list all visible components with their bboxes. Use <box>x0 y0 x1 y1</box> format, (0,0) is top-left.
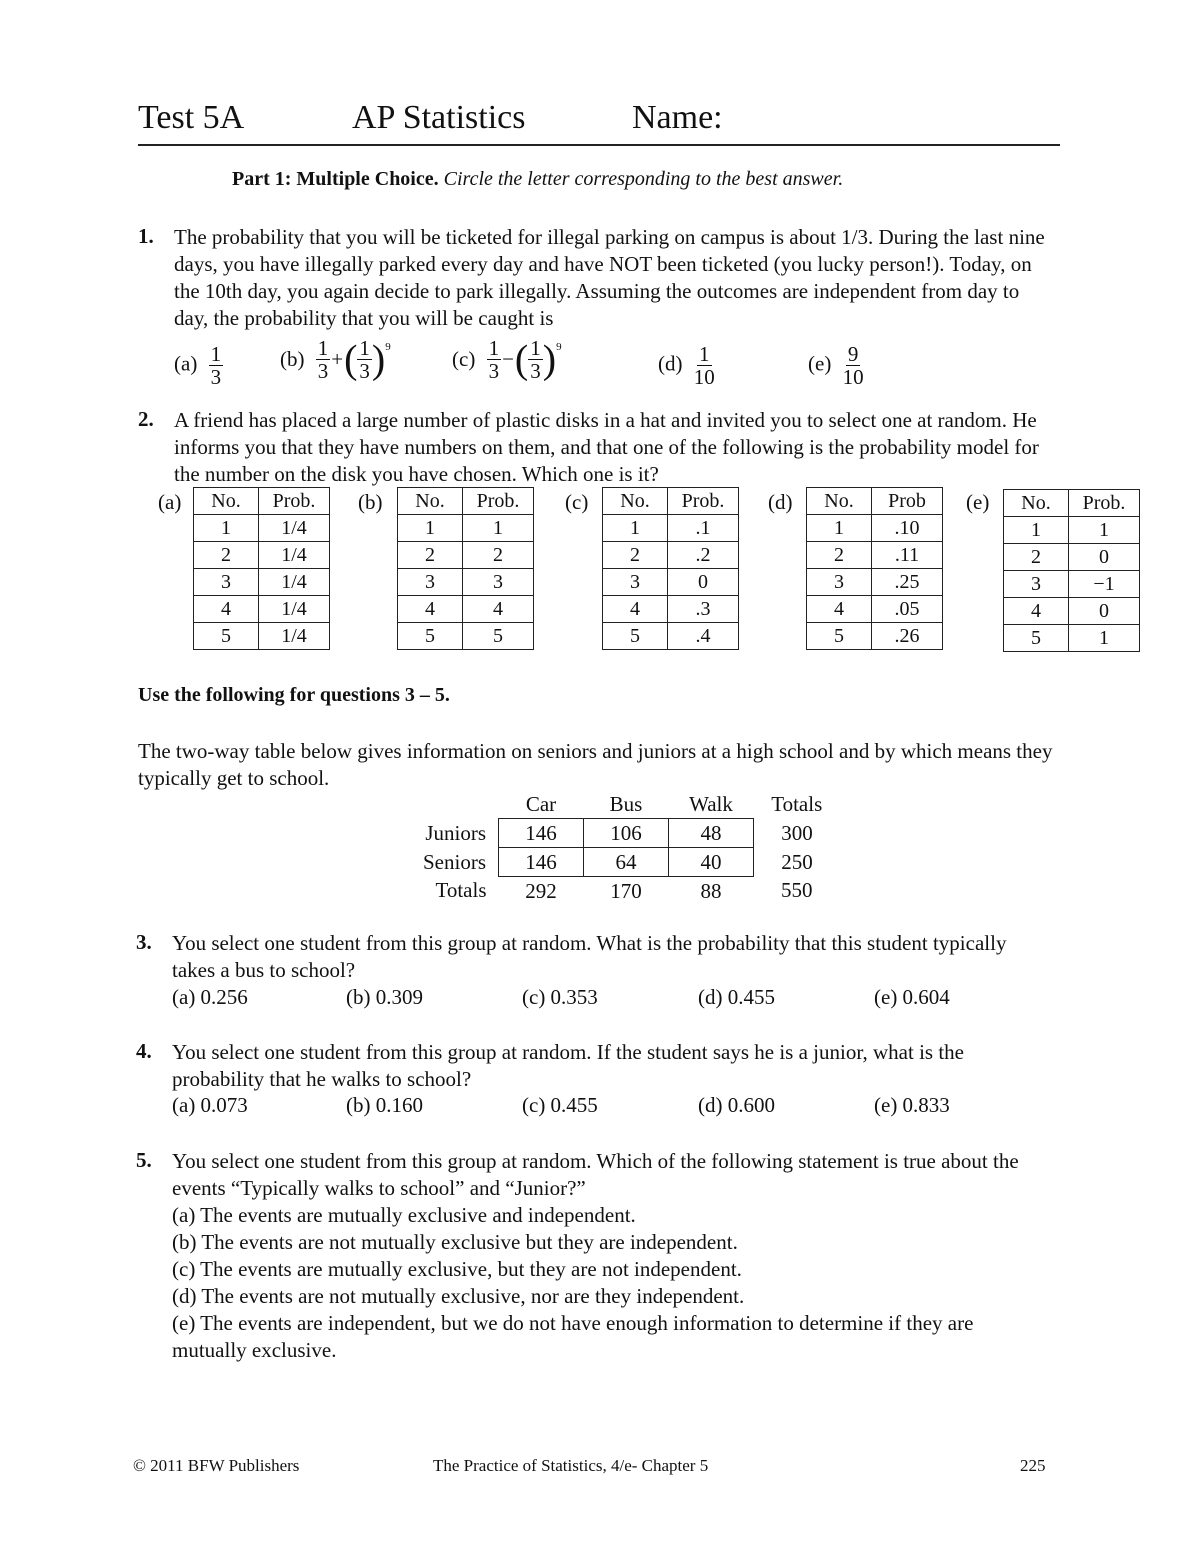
q1-c-label: (c) <box>452 347 476 371</box>
q1-c-fraction: $\frac{1}{3}$ <box>488 336 500 383</box>
course-title: AP Statistics <box>352 99 526 136</box>
q4-text: You select one student from this group at random. If the student says he is a junior, what is the probability that he walks to school? <box>172 1040 964 1091</box>
q5-option-c[interactable]: (c) The events are mutually exclusive, but they are not independent. <box>172 1257 742 1281</box>
q2-table-e-label[interactable]: (e) <box>966 490 990 514</box>
q4-option-b[interactable]: (b) 0.160 <box>346 1093 423 1117</box>
table-row: Juniors 146 106 48 300 <box>360 819 840 848</box>
table-row: Totals 292 170 88 550 <box>435 878 813 903</box>
table-row: 2 .11 <box>807 542 943 569</box>
q4-option-d[interactable]: (d) 0.600 <box>698 1093 775 1117</box>
table-row: 1 1/4 <box>194 515 330 542</box>
page-header <box>138 96 1060 146</box>
two-way-intro: The two-way table below gives information on seniors and juniors at a high school and by which means they typically get to school. <box>138 739 1053 790</box>
footer-copyright: © 2011 BFW Publishers <box>133 1456 300 1475</box>
section-heading: Use the following for questions 3 – 5. <box>138 684 450 706</box>
q4-option-a[interactable]: (a) 0.073 <box>172 1093 248 1117</box>
q3-number: 3. <box>136 930 152 954</box>
table-row: 4 4 <box>398 596 534 623</box>
q2-table-a: No. Prob. 1 1/4 2 1/4 3 1/4 4 1/4 5 1/4 <box>193 487 330 650</box>
q3-option-e[interactable]: (e) 0.604 <box>874 985 950 1009</box>
q2-table-c-label[interactable]: (c) <box>565 490 589 514</box>
q1-text: The probability that you will be ticketed for illegal parking on campus is about 1/3. During the last nine days, you have illegally parked every day and have NOT been ticketed (you lucky person!). Today, on the 10th day, you again decide to park illegally. Assuming the outcomes are independent from day to day, the probability that you will be caught is <box>174 225 1045 330</box>
q1-a-label: (a) <box>174 351 198 376</box>
q2-table-a-label[interactable]: (a) <box>158 490 182 514</box>
q5-option-e[interactable]: (e) The events are independent, but we do not have enough information to determine if they are mutually exclusive. <box>172 1311 974 1362</box>
q2-table-d-label[interactable]: (d) <box>768 490 793 514</box>
table-row: 3 −1 <box>1004 571 1140 598</box>
table-row: 1 1 <box>1004 517 1140 544</box>
table-row: 1 .10 <box>807 515 943 542</box>
q5-option-a[interactable]: (a) The events are mutually exclusive and independent. <box>172 1203 636 1227</box>
table-row: 2 .2 <box>603 542 739 569</box>
table-row: 3 1/4 <box>194 569 330 596</box>
table-row: 4 .05 <box>807 596 943 623</box>
q1-choice-b[interactable]: (b) $\frac{1}{3}$ +( $\frac{1}{3}$ )$^9$ <box>280 336 391 383</box>
q5-text: You select one student from this group at random. Which of the following statement is true about the events “Typically walks to school” and “Junior?” <box>172 1149 1019 1200</box>
footer-book: The Practice of Statistics, 4/e- Chapter 5 <box>433 1456 709 1475</box>
q3-option-d[interactable]: (d) 0.455 <box>698 985 775 1009</box>
q5-option-d[interactable]: (d) The events are not mutually exclusive, nor are they independent. <box>172 1284 745 1308</box>
q1-e-fraction: $\frac{9}{10}$ <box>842 342 864 389</box>
part1-heading <box>232 168 843 191</box>
table-row: 2 0 <box>1004 544 1140 571</box>
table-row: 2 1/4 <box>194 542 330 569</box>
part1-instruction: Circle the letter corresponding to the best answer. <box>443 168 844 190</box>
table-row: 3 0 <box>603 569 739 596</box>
q1-e-label: (e) <box>808 351 832 376</box>
table-row: 2 2 <box>398 542 534 569</box>
q2-table-e: No. Prob. 1 1 2 0 3 −1 4 0 5 1 <box>1003 489 1140 652</box>
q2-number: 2. <box>138 407 154 431</box>
footer-page-number: 225 <box>1020 1456 1046 1475</box>
q3-option-a[interactable]: (a) 0.256 <box>172 985 248 1009</box>
q2-table-b-label[interactable]: (b) <box>358 490 383 514</box>
two-way-table <box>360 790 840 905</box>
q2-table-b: No. Prob. 1 1 2 2 3 3 4 4 5 5 <box>397 487 534 650</box>
table-row: 3 3 <box>398 569 534 596</box>
table-row: 4 .3 <box>603 596 739 623</box>
q1-choice-c[interactable]: (c) $\frac{1}{3}$ −( $\frac{1}{3}$ )$^9$ <box>452 336 562 383</box>
q3-text: You select one student from this group at random. What is the probability that this student typically takes a bus to school? <box>172 931 1007 982</box>
q2-table-c: No. Prob. 1 .1 2 .2 3 0 4 .3 5 .4 <box>602 487 739 650</box>
table-row: 5 1 <box>1004 625 1140 652</box>
test-title: Test 5A <box>138 99 245 136</box>
q3-option-b[interactable]: (b) 0.309 <box>346 985 423 1009</box>
table-row: 5 .4 <box>603 623 739 650</box>
q1-b-label: (b) <box>280 347 305 371</box>
q1-number: 1. <box>138 224 154 248</box>
name-label: Name: <box>632 99 723 136</box>
table-row: 4 0 <box>1004 598 1140 625</box>
q5-option-b[interactable]: (b) The events are not mutually exclusive but they are independent. <box>172 1230 738 1254</box>
q4-option-e[interactable]: (e) 0.833 <box>874 1093 950 1117</box>
q4-option-c[interactable]: (c) 0.455 <box>522 1093 598 1117</box>
table-row: 5 1/4 <box>194 623 330 650</box>
part1-title: Part 1: Multiple Choice. <box>232 168 439 190</box>
table-row: 4 1/4 <box>194 596 330 623</box>
table-header-row: Car Bus Walk Totals <box>525 791 823 816</box>
table-row: Seniors 146 64 40 250 <box>360 848 840 877</box>
table-row: 3 .25 <box>807 569 943 596</box>
q2-text: A friend has placed a large number of plastic disks in a hat and invited you to select one at random. He informs you that they have numbers on them, and that one of the following is the probability model for the number on the disk you have chosen. Which one is it? <box>174 408 1039 486</box>
table-row: 5 5 <box>398 623 534 650</box>
q1-d-label: (d) <box>658 351 683 376</box>
table-row: 1 .1 <box>603 515 739 542</box>
q5-number: 5. <box>136 1148 152 1172</box>
q1-b-fraction: $\frac{1}{3}$ <box>317 336 329 383</box>
q1-a-fraction: $\frac{1}{3}$ <box>210 342 222 389</box>
table-row: 1 1 <box>398 515 534 542</box>
q3-option-c[interactable]: (c) 0.353 <box>522 985 598 1009</box>
q2-table-d: No. Prob 1 .10 2 .11 3 .25 4 .05 5 .26 <box>806 487 943 650</box>
q4-number: 4. <box>136 1039 152 1063</box>
q1-d-fraction: $\frac{1}{10}$ <box>693 342 715 389</box>
q1-choice-e[interactable] <box>808 343 864 388</box>
q1-choice-d[interactable] <box>658 343 715 388</box>
q1-choice-a[interactable] <box>174 343 223 388</box>
table-row: 5 .26 <box>807 623 943 650</box>
